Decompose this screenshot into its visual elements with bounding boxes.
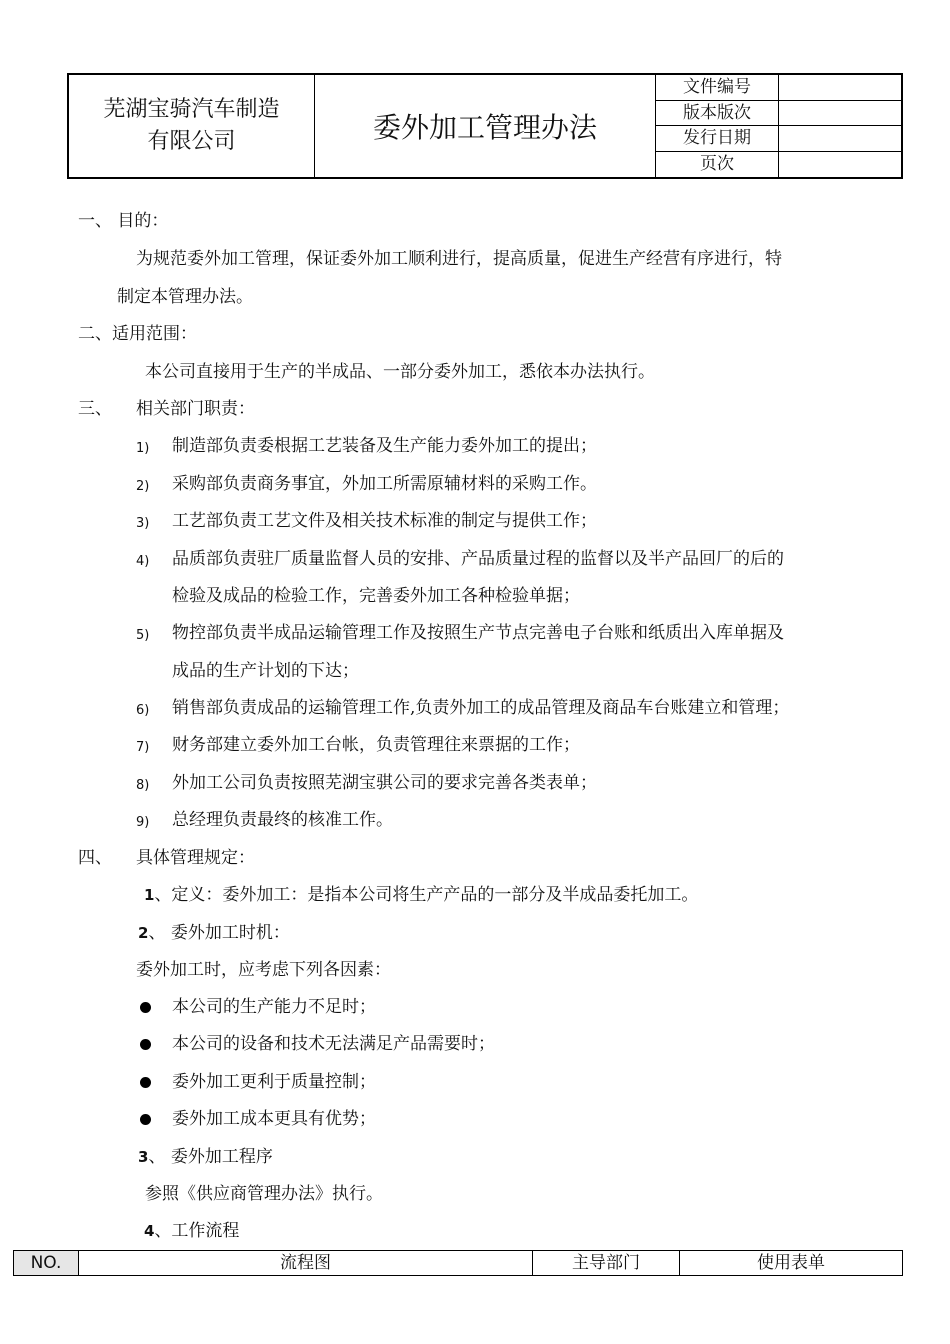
list-number: 4): [136, 554, 150, 569]
meta-label: 发行日期: [656, 126, 779, 151]
document-meta-cells: [656, 75, 901, 177]
company-name-cell: [69, 75, 315, 177]
bullet-icon: [140, 1114, 151, 1125]
duty-item: 销售部负责成品的运输管理工作,负责外加工的成品管理及商品车台账建立和管理；: [172, 698, 790, 718]
rule-definition: [144, 883, 698, 907]
rule-number: 1: [144, 886, 155, 904]
duty-item: 物控部负责半成品运输管理工作及按照生产节点完善电子台账和纸质出入库单据及: [172, 623, 784, 643]
bullet-item: 本公司的设备和技术无法满足产品需要时；: [172, 1034, 495, 1054]
list-number: 8): [136, 778, 150, 793]
rule-workflow-heading: [144, 1219, 239, 1243]
meta-value: [780, 126, 901, 151]
bullet-item: 委外加工成本更具有优势；: [172, 1109, 376, 1129]
rule-timing-heading: [138, 921, 290, 945]
list-number: 2): [136, 479, 150, 494]
duty-item: 采购部负责商务事宜，外加工所需原辅材料的采购工作。: [172, 474, 597, 494]
meta-value: [780, 152, 901, 178]
list-number: 5): [136, 628, 150, 643]
meta-value: [780, 101, 901, 126]
meta-row-version: [656, 101, 901, 127]
duty-item: 工艺部负责工艺文件及相关技术标准的制定与提供工作；: [172, 511, 597, 531]
duty-item: 外加工公司负责按照芜湖宝骐公司的要求完善各类表单；: [172, 773, 597, 793]
purpose-text-line1: 为规范委外加工管理，保证委外加工顺利进行，提高质量，促进生产经营有序进行，特: [136, 249, 782, 269]
bullet-item: 委外加工更利于质量控制；: [172, 1072, 376, 1092]
rule-procedure-heading: [138, 1145, 273, 1169]
column-header-forms: 使用表单: [757, 1253, 825, 1273]
rule-number: 2: [138, 924, 149, 942]
meta-row-page: [656, 152, 901, 178]
section-number: 四、: [78, 848, 112, 868]
list-number: 7): [136, 740, 150, 755]
company-name-line1: 芜湖宝骑汽车制造: [103, 97, 280, 122]
duty-item: 品质部负责驻厂质量监督人员的安排、产品质量过程的监督以及半产品回厂的后的: [172, 549, 784, 569]
company-name-line2: 有限公司: [147, 129, 236, 154]
rule-text: 、 委外加工程序: [148, 1147, 273, 1167]
list-number: 6): [136, 703, 150, 718]
list-number: 9): [136, 815, 150, 830]
meta-label: 版本版次: [656, 101, 779, 126]
section-number: 三、: [78, 399, 112, 419]
rule-number: 3: [138, 1148, 149, 1166]
rule-procedure-reference: 参照《供应商管理办法》执行。: [145, 1184, 383, 1204]
rule-number: 4: [144, 1222, 155, 1240]
document-header-table: [67, 73, 903, 179]
section-heading-scope: 二、适用范围：: [78, 324, 197, 344]
duty-item: 制造部负责委根据工艺装备及生产能力委外加工的提出；: [172, 436, 597, 456]
meta-label: 页次: [656, 152, 779, 178]
duty-item: 财务部建立委外加工台帐，负责管理往来票据的工作；: [172, 735, 580, 755]
bullet-icon: [140, 1039, 151, 1050]
rule-text: 、定义：委外加工：是指本公司将生产产品的一部分及半成品委托加工。: [154, 885, 699, 905]
rule-text: 、 委外加工时机：: [148, 923, 290, 943]
section-heading-purpose: 一、 目的：: [78, 211, 169, 231]
duty-item-continued: 成品的生产计划的下达；: [172, 661, 359, 681]
rule-text: 、工作流程: [154, 1221, 240, 1241]
section-heading-rules: 具体管理规定：: [136, 848, 255, 868]
bullet-icon: [140, 1077, 151, 1088]
bullet-icon: [140, 1002, 151, 1013]
meta-value: [780, 75, 901, 100]
list-number: 1): [136, 441, 150, 456]
duty-item-continued: 检验及成品的检验工作，完善委外加工各种检验单据；: [172, 586, 580, 606]
list-number: 3): [136, 516, 150, 531]
scope-text: 本公司直接用于生产的半成品、一部分委外加工，悉依本办法执行。: [145, 362, 655, 382]
document-title: 委外加工管理办法: [315, 75, 656, 177]
column-header-lead-dept: 主导部门: [533, 1251, 680, 1275]
bullet-item: 本公司的生产能力不足时；: [172, 997, 376, 1017]
column-header-flowchart: 流程图: [79, 1251, 533, 1275]
section-heading-duties: 相关部门职责：: [136, 399, 255, 419]
meta-row-doc-number: [656, 75, 901, 101]
workflow-table-header: [13, 1250, 903, 1276]
rule-timing-intro: 委外加工时，应考虑下列各因素：: [136, 960, 391, 980]
meta-row-issue-date: [656, 126, 901, 152]
column-header-no: NO.: [14, 1251, 79, 1275]
duty-item: 总经理负责最终的核准工作。: [172, 810, 393, 830]
meta-label: 文件编号: [656, 75, 779, 100]
purpose-text-line2: 制定本管理办法。: [117, 287, 253, 307]
